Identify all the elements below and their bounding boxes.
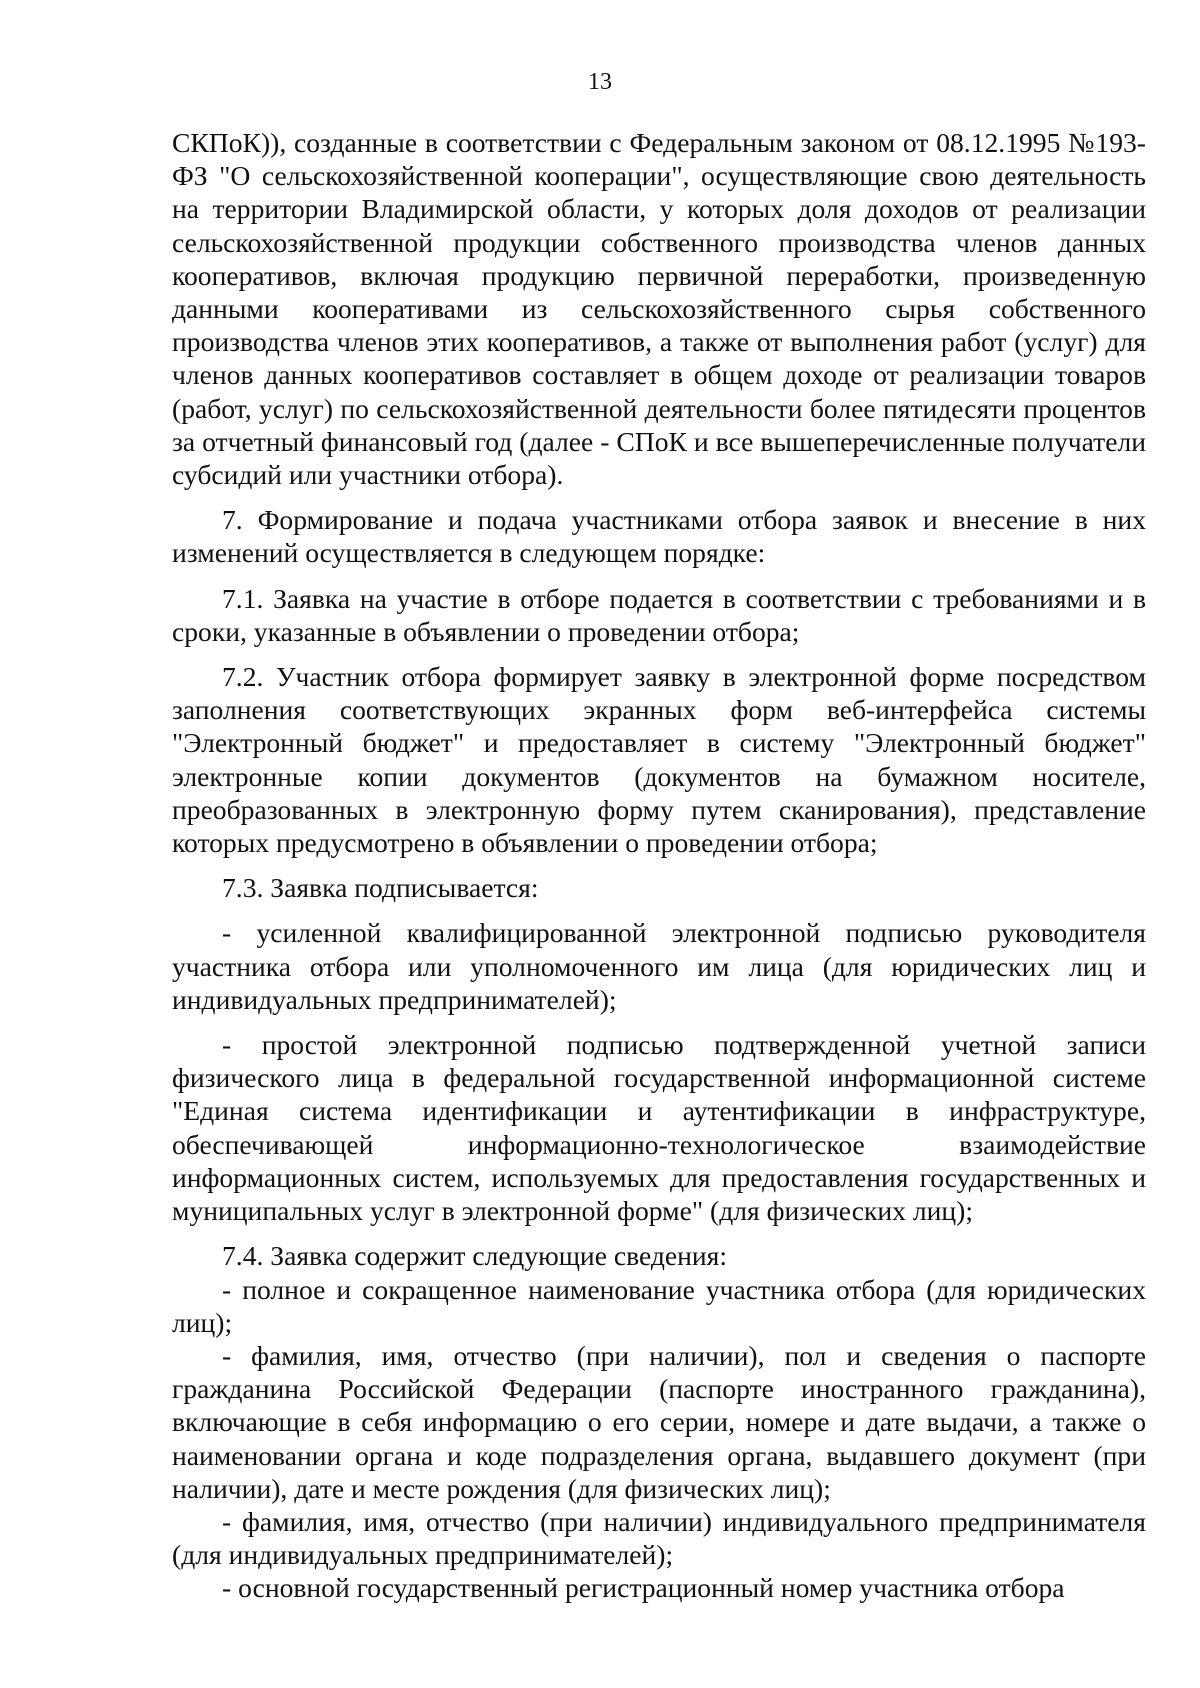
- paragraph-7-3: 7.3. Заявка подписывается:: [222, 872, 539, 904]
- paragraph-continuation: СКПоК)), созданные в соответствии с Федеральным законом от 08.12.1995 №193-ФЗ "О сельскохозяйственной кооперации", осуществляющие свою деятельность на территории Владимирской области, у которых доля доходов от реализации сельскохозяйственной продукции собственного производства членов данных кооперативов, включая продукцию первичной переработки, произведенную данными кооперативами из сельскохозяйственного сырья собственного производства членов этих кооперативов, а также от выполнения работ (услуг) для членов данных кооперативов составляет в общем доходе от реализации товаров (работ, услуг) по сельскохозяйственной деятельности более пятидесяти процентов за отчетный финансовый год (далее - СПоК и все вышеперечисленные получатели субсидий или участники отбора).: [172, 127, 1146, 491]
- paragraph-signature-simple: - простой электронной подписью подтвержденной учетной записи физического лица в федеральной государственной информационной системе "Единая система идентификации и аутентификации в инфраструктуре, обеспечивающей информационно-технологическое взаимодействие информационных систем, используемых для предоставления государственных и муниципальных услуг в электронной форме" (для физических лиц);: [172, 1029, 1146, 1227]
- list-item-ogrn: - основной государственный регистрационный номер участника отбора: [222, 1572, 1065, 1604]
- list-item-name: - полное и сокращенное наименование участника отбора (для юридических лиц);: [172, 1273, 1146, 1338]
- paragraph-7-1: 7.1. Заявка на участие в отборе подается в соответствии с требованиями и в сроки, указанные в объявлении о проведении отбора;: [172, 582, 1146, 647]
- document-body: [172, 126, 1146, 1605]
- paragraph-7-4: 7.4. Заявка содержит следующие сведения:: [222, 1240, 728, 1272]
- page-number: 13: [588, 69, 612, 95]
- paragraph-7-2: 7.2. Участник отбора формирует заявку в электронной форме посредством заполнения соответствующих экранных форм веб-интерфейса системы "Электронный бюджет" и предоставляет в систему "Электронный бюджет" электронные копии документов (документов на бумажном носителе, преобразованных в электронную форму путем сканирования), представление которых предусмотрено в объявлении о проведении отбора;: [172, 661, 1146, 859]
- list-item-passport: - фамилия, имя, отчество (при наличии), пол и сведения о паспорте гражданина Российской Федерации (паспорте иностранного гражданина), включающие в себя информацию о его серии, номере и дате выдачи, а также о наименовании органа и коде подразделения органа, выдавшего документ (при наличии), дате и месте рождения (для физических лиц);: [172, 1339, 1146, 1504]
- paragraph-7: 7. Формирование и подача участниками отбора заявок и внесение в них изменений осуществляется в следующем порядке:: [172, 504, 1146, 569]
- paragraph-signature-qualified: - усиленной квалифицированной электронной подписью руководителя участника отбора или уполномоченного им лица (для юридических лиц и индивидуальных предпринимателей);: [172, 917, 1146, 1015]
- list-item-entrepreneur: - фамилия, имя, отчество (при наличии) индивидуального предпринимателя (для индивидуальных предпринимателей);: [172, 1505, 1146, 1571]
